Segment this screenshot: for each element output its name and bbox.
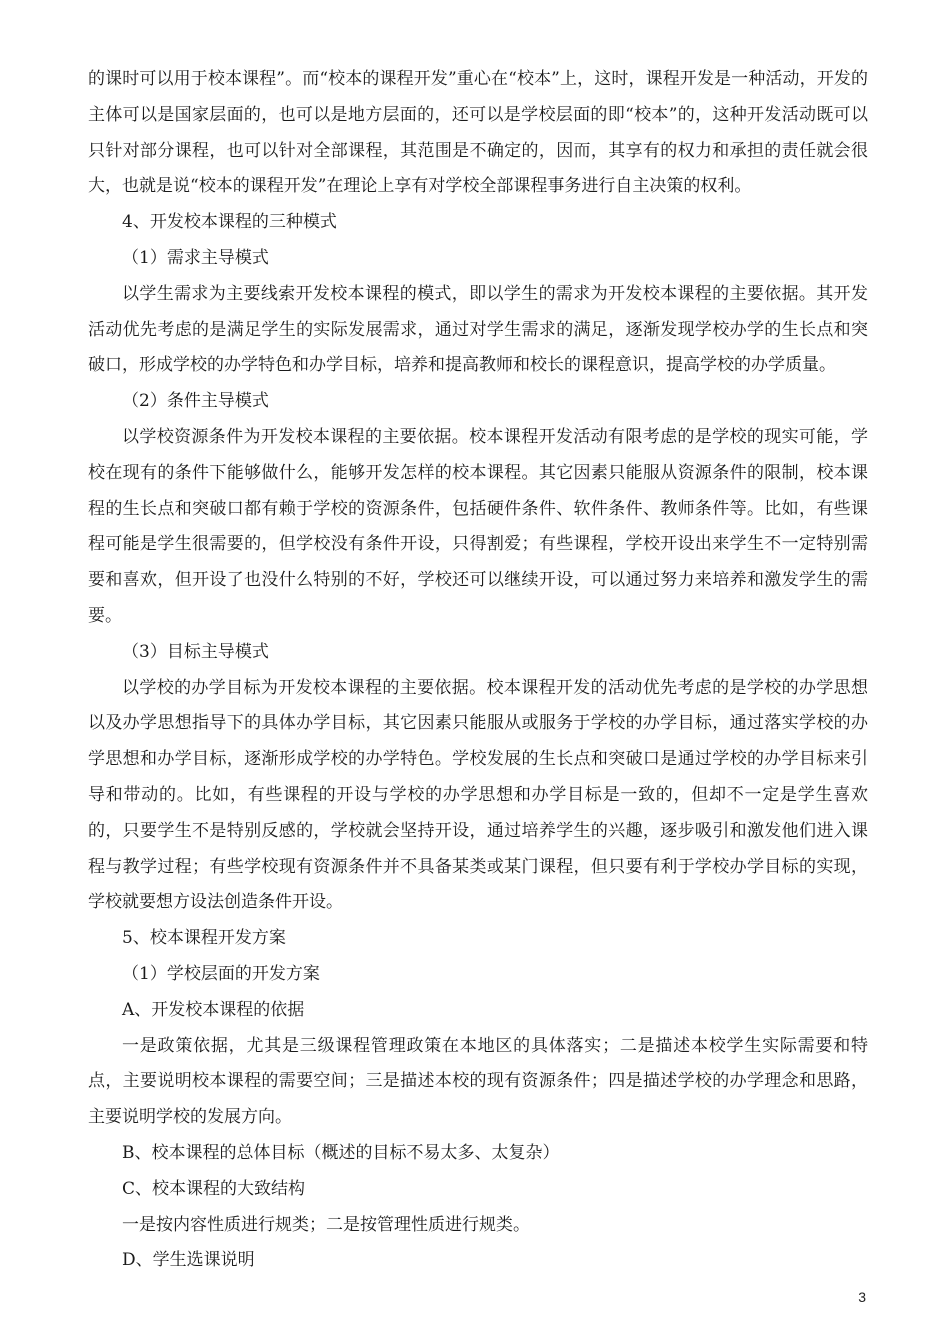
subheading-condition-mode: （2）条件主导模式 (122, 391, 269, 412)
page-number: 3 (858, 1289, 866, 1305)
paragraph-goal-mode: 以学校的办学目标为开发校本课程的主要依据。校本课程开发的活动优先考虑的是学校的办学思想以及办学思想指导下的具体办学目标，其它因素只能服从或服务于学校的办学目标，通过落实学校的办学思想和办学目标，逐渐形成学校的办学特色。学校发展的生长点和突破口是通过学校的办学目标来引导和带动的。比如，有些课程的开设与学校的办学思想和办学目标是一致的，但却不一定是学生喜欢的，只要学生不是特别反感的，学校就会坚持开设，通过培养学生的兴趣，逐步吸引和激发他们进入课程与教学过程；有些学校现有资源条件并不具备某类或某门课程，但只要有利于学校办学目标的实现，学校就要想方设法创造条件开设。 (88, 677, 868, 913)
paragraph-condition-mode: 以学校资源条件为开发校本课程的主要依据。校本课程开发活动有限考虑的是学校的现实可能，学校在现有的条件下能够做什么，能够开发怎样的校本课程。其它因素只能服从资源条件的限制，校本课程的生长点和突破口都有赖于学校的资源条件，包括硬件条件、软件条件、教师条件等。比如，有些课程可能是学生很需要的，但学校没有条件开设，只得割爱；有些课程，学校开设出来学生不一定特别需要和喜欢，但开设了也没什么特别的不好，学校还可以继续开设，可以通过努力来培养和激发学生的需要。 (88, 426, 868, 626)
subheading-demand-mode: （1）需求主导模式 (122, 247, 269, 268)
subheading-goal-mode: （3）目标主导模式 (122, 641, 269, 662)
paragraph-continuation: 的课时可以用于校本课程”。而“校本的课程开发”重心在“校本”上，这时，课程开发是一种活动，开发的主体可以是国家层面的，也可以是地方层面的，还可以是学校层面的即“校本”的，这种开发活动既可以只针对部分课程，也可以针对全部课程，其范围是不确定的，因而，其享有的权力和承担的责任就会很大，也就是说“校本的课程开发”在理论上享有对学校全部课程事务进行自主决策的权利。 (88, 69, 868, 197)
item-heading-b: B、校本课程的总体目标（概述的目标不易太多、太复杂） (122, 1142, 560, 1163)
paragraph-structure: 一是按内容性质进行规类；二是按管理性质进行规类。 (122, 1214, 530, 1235)
subheading-school-level-plan: （1）学校层面的开发方案 (122, 963, 320, 984)
section-heading-4: 4、开发校本课程的三种模式 (122, 212, 337, 233)
item-heading-d: D、学生选课说明 (122, 1250, 255, 1271)
item-heading-a: A、开发校本课程的依据 (122, 999, 305, 1020)
item-heading-c: C、校本课程的大致结构 (122, 1178, 306, 1199)
document-body (88, 62, 868, 1279)
paragraph-basis: 一是政策依据，尤其是三级课程管理政策在本地区的具体落实；二是描述本校学生实际需要和特点，主要说明校本课程的需要空间；三是描述本校的现有资源条件；四是描述学校的办学理念和思路，主要说明学校的发展方向。 (88, 1035, 868, 1128)
section-heading-5: 5、校本课程开发方案 (122, 928, 286, 949)
paragraph-demand-mode: 以学生需求为主要线索开发校本课程的模式，即以学生的需求为开发校本课程的主要依据。其开发活动优先考虑的是满足学生的实际发展需求，通过对学生需求的满足，逐渐发现学校办学的生长点和突破口，形成学校的办学特色和办学目标，培养和提高教师和校长的课程意识，提高学校的办学质量。 (88, 283, 868, 376)
